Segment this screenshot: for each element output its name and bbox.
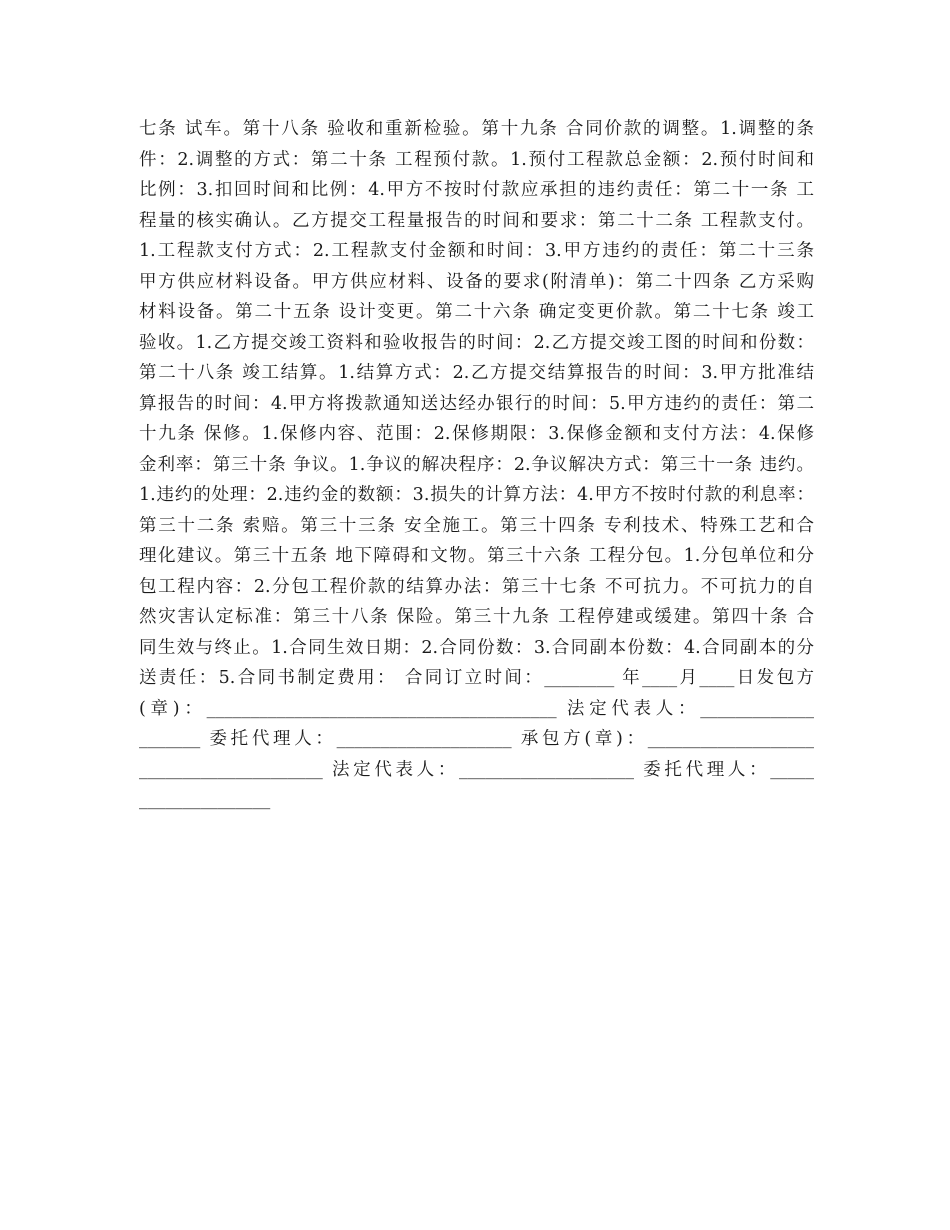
signature-line: (章)：________________________________________ 法定代表人：_____________	[139, 698, 814, 719]
text-line: 七条 试车。第十八条 验收和重新检验。第十九条 合同价款的调整。1.调整的条	[139, 119, 814, 139]
text-line: 第二十八条 竣工结算。1.结算方式：2.乙方提交结算报告的时间：3.甲方批准结	[139, 363, 814, 383]
signature-line: _______ 委托代理人：____________________ 承包方(章)：___________________	[139, 729, 814, 749]
text-line: 理化建议。第三十五条 地下障碍和文物。第三十六条 工程分包。1.分包单位和分	[139, 546, 814, 566]
text-line: 金利率：第三十条 争议。1.争议的解决程序：2.争议解决方式：第三十一条 违约。	[139, 454, 814, 475]
text-line: 然灾害认定标准：第三十八条 保险。第三十九条 工程停建或缓建。第四十条 合	[139, 607, 814, 627]
text-line: 包工程内容：2.分包工程价款的结算办法：第三十七条 不可抗力。不可抗力的自	[139, 576, 814, 597]
text-line: 甲方供应材料设备。甲方供应材料、设备的要求(附清单)：第二十四条 乙方采购	[139, 271, 814, 292]
text-line: 算报告的时间：4.甲方将拨款通知送达经办银行的时间：5.甲方违约的责任：第二	[139, 393, 814, 414]
text-line: 同生效与终止。1.合同生效日期：2.合同份数：3.合同副本份数：4.合同副本的分	[139, 637, 814, 658]
contract-body-text	[139, 114, 814, 816]
text-line: 十九条 保修。1.保修内容、范围：2.保修期限：3.保修金额和支付方法：4.保修	[139, 424, 814, 444]
signature-line: _____________________ 法定代表人：____________________ 委托代理人：_____	[139, 759, 814, 780]
text-line: 材料设备。第二十五条 设计变更。第二十六条 确定变更价款。第二十七条 竣工	[139, 302, 814, 322]
text-line: 第三十二条 索赔。第三十三条 安全施工。第三十四条 专利技术、特殊工艺和合	[139, 515, 814, 536]
text-line: 1.违约的处理：2.违约金的数额：3.损失的计算方法：4.甲方不按时付款的利息率：	[139, 485, 814, 505]
text-line: 送责任：5.合同书制定费用： 合同订立时间：________ 年____月____日发包方	[139, 668, 814, 688]
text-line: 验收。1.乙方提交竣工资料和验收报告的时间：2.乙方提交竣工图的时间和份数：	[139, 332, 814, 353]
text-line: 比例：3.扣回时间和比例：4.甲方不按时付款应承担的违约责任：第二十一条 工	[139, 180, 814, 200]
text-line: 1.工程款支付方式：2.工程款支付金额和时间：3.甲方违约的责任：第二十三条	[139, 241, 814, 261]
text-line: 件：2.调整的方式：第二十条 工程预付款。1.预付工程款总金额：2.预付时间和	[139, 149, 814, 170]
signature-line: _______________	[139, 790, 271, 810]
text-line: 程量的核实确认。乙方提交工程量报告的时间和要求：第二十二条 工程款支付。	[139, 210, 814, 231]
